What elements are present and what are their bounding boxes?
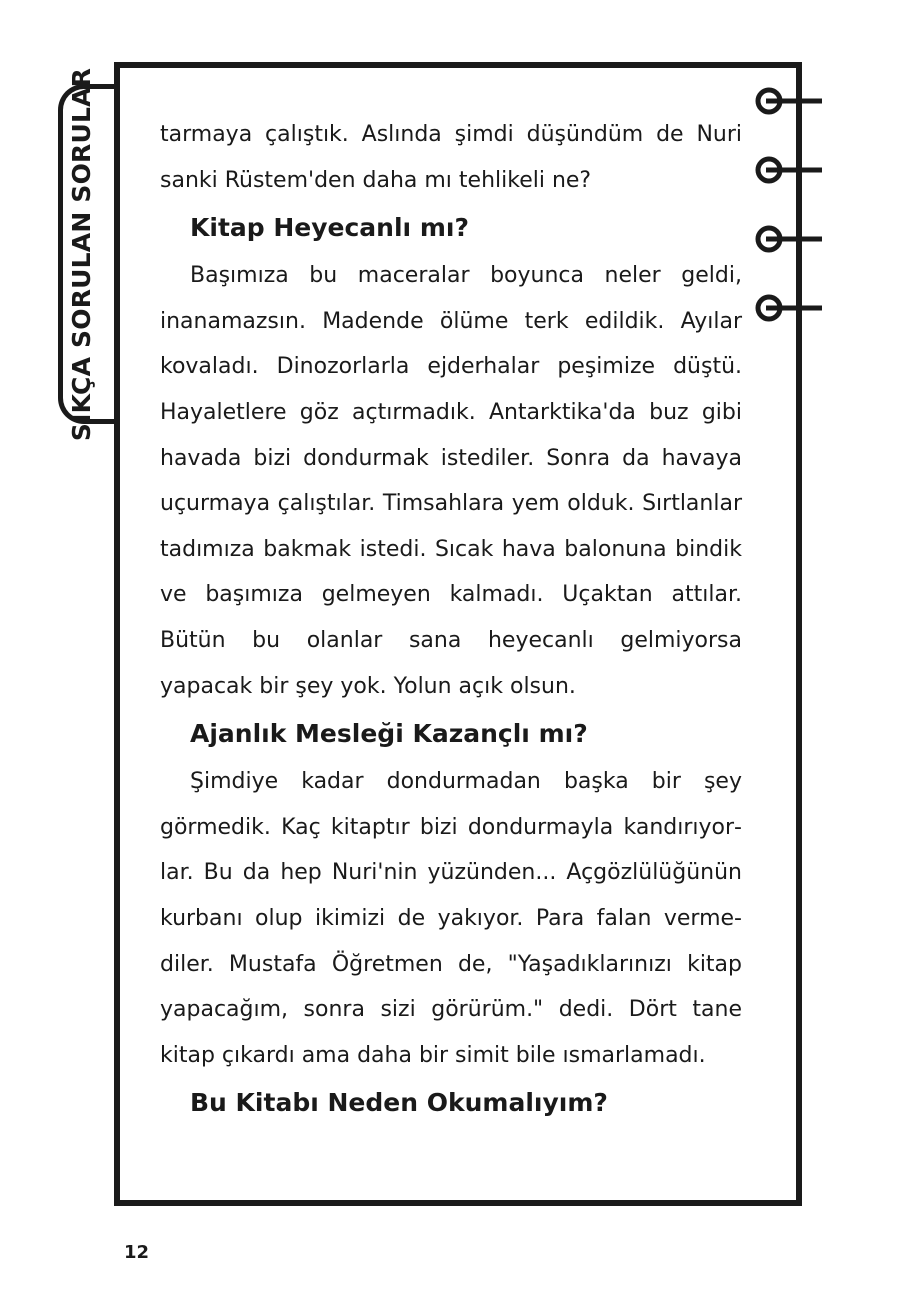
paragraph-profession: Şimdiye kadar dondurmadan başka bir şey görmedik. Kaç kitaptır bizi dondurmayla kandırıyorlar. Bu da hep Nuri'nin yüzünden... Açgözlülüğünün kurbanı olup ikimizi de yakıyor. Para falan vermediler. Mustafa Öğretmen de, "Yaşadıklarınızı kitap yapacağım, sonra sizi görürüm." dedi. Dört tane kitap çıkardı ama daha bir simit bile ısmarlamadı.	[160, 769, 742, 1068]
binder-ring-icon	[754, 155, 824, 185]
binder-ring-icon	[754, 86, 824, 116]
page-content	[160, 112, 742, 1128]
section-heading-why-read: Bu Kitabı Neden Okumalıyım?	[190, 1088, 608, 1118]
paragraph-excitement: Başımıza bu maceralar boyunca neler geldi, inanamazsın. Madende ölüme terk edildik. Ayılar kovaladı. Dinozorlarla ejderhalar peşimize düştü. Hayaletlere göz açtırmadık. Antarktika'da buz gibi havada bizi dondurmak istediler. Sonra da havaya uçurmaya çalıştılar. Timsahlara yem olduk. Sırtlanlar tadımıza bakmak istedi. Sıcak hava balonuna bindik ve başımıza gelmeyen kalmadı. Uçaktan attılar. Bütün bu olanlar sana heyecanlı gelmiyorsa yapacak bir şey yok. Yolun açık olsun.	[160, 263, 742, 699]
page-number: 12	[124, 1242, 150, 1263]
section-heading-profession: Ajanlık Mesleği Kazançlı mı?	[190, 719, 588, 749]
section-heading-excitement: Kitap Heyecanlı mı?	[190, 213, 469, 243]
side-tab-label: SIKÇA SORULAN SORULAR	[67, 67, 97, 441]
binder-ring-icon	[754, 224, 824, 254]
side-tab-label-wrap	[62, 67, 102, 441]
binder-ring-icon	[754, 293, 824, 323]
paragraph-continued: tarmaya çalıştık. Aslında şimdi düşündüm de Nuri sanki Rüstem'den daha mı tehlikeli ne?	[160, 122, 742, 193]
